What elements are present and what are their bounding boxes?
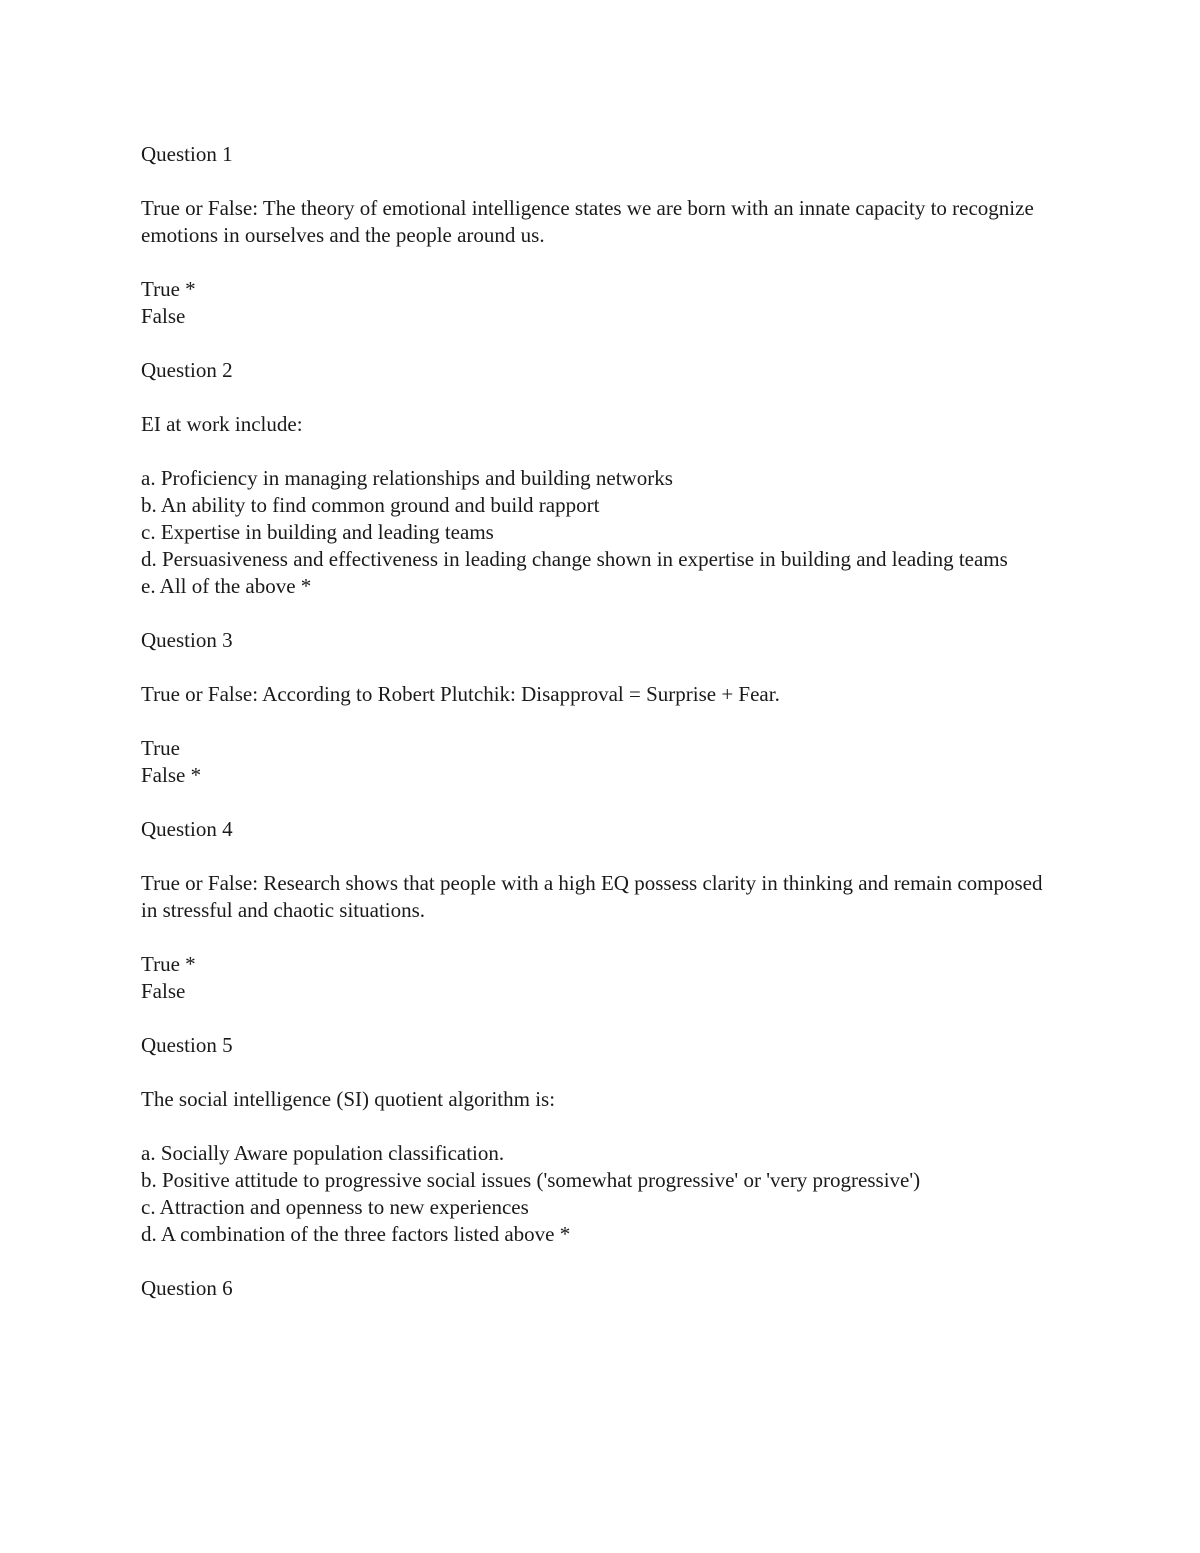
question-prompt: EI at work include: xyxy=(141,412,303,436)
question-prompt: True or False: The theory of emotional intelligence states we are born with an innate capacity to recognize emotions in ourselves and the people around us. xyxy=(141,196,1034,247)
question-prompt: True or False: According to Robert Plutchik: Disapproval = Surprise + Fear. xyxy=(141,682,780,706)
answer-option: c. Expertise in building and leading teams xyxy=(141,520,494,544)
question-4 xyxy=(141,816,1061,1032)
answer-option: b. An ability to find common ground and build rapport xyxy=(141,493,600,517)
answer-option: d. Persuasiveness and effectiveness in leading change shown in expertise in building and leading teams xyxy=(141,547,1008,571)
answer-option: c. Attraction and openness to new experiences xyxy=(141,1195,529,1219)
question-heading: Question 6 xyxy=(141,1276,233,1300)
question-6 xyxy=(141,1275,1061,1302)
answer-option: True * xyxy=(141,952,196,976)
question-heading: Question 3 xyxy=(141,628,233,652)
answer-option: False xyxy=(141,979,186,1003)
answer-option: False xyxy=(141,304,186,328)
question-5 xyxy=(141,1032,1061,1275)
answer-option: True xyxy=(141,736,180,760)
question-3 xyxy=(141,627,1061,816)
answer-option: d. A combination of the three factors listed above * xyxy=(141,1222,571,1246)
question-2 xyxy=(141,357,1061,627)
question-heading: Question 5 xyxy=(141,1033,233,1057)
question-heading: Question 1 xyxy=(141,142,233,166)
answer-option: b. Positive attitude to progressive social issues ('somewhat progressive' or 'very progressive') xyxy=(141,1168,921,1192)
question-heading: Question 2 xyxy=(141,358,233,382)
question-heading: Question 4 xyxy=(141,817,233,841)
question-prompt: True or False: Research shows that people with a high EQ possess clarity in thinking and remain composed in stressful and chaotic situations. xyxy=(141,871,1043,922)
answer-option: a. Socially Aware population classification. xyxy=(141,1141,505,1165)
answer-option: e. All of the above * xyxy=(141,574,312,598)
question-prompt: The social intelligence (SI) quotient algorithm is: xyxy=(141,1087,556,1111)
answer-option: a. Proficiency in managing relationships and building networks xyxy=(141,466,673,490)
question-1 xyxy=(141,141,1061,357)
answer-option: False * xyxy=(141,763,202,787)
answer-option: True * xyxy=(141,277,196,301)
document-body xyxy=(141,141,1061,1302)
